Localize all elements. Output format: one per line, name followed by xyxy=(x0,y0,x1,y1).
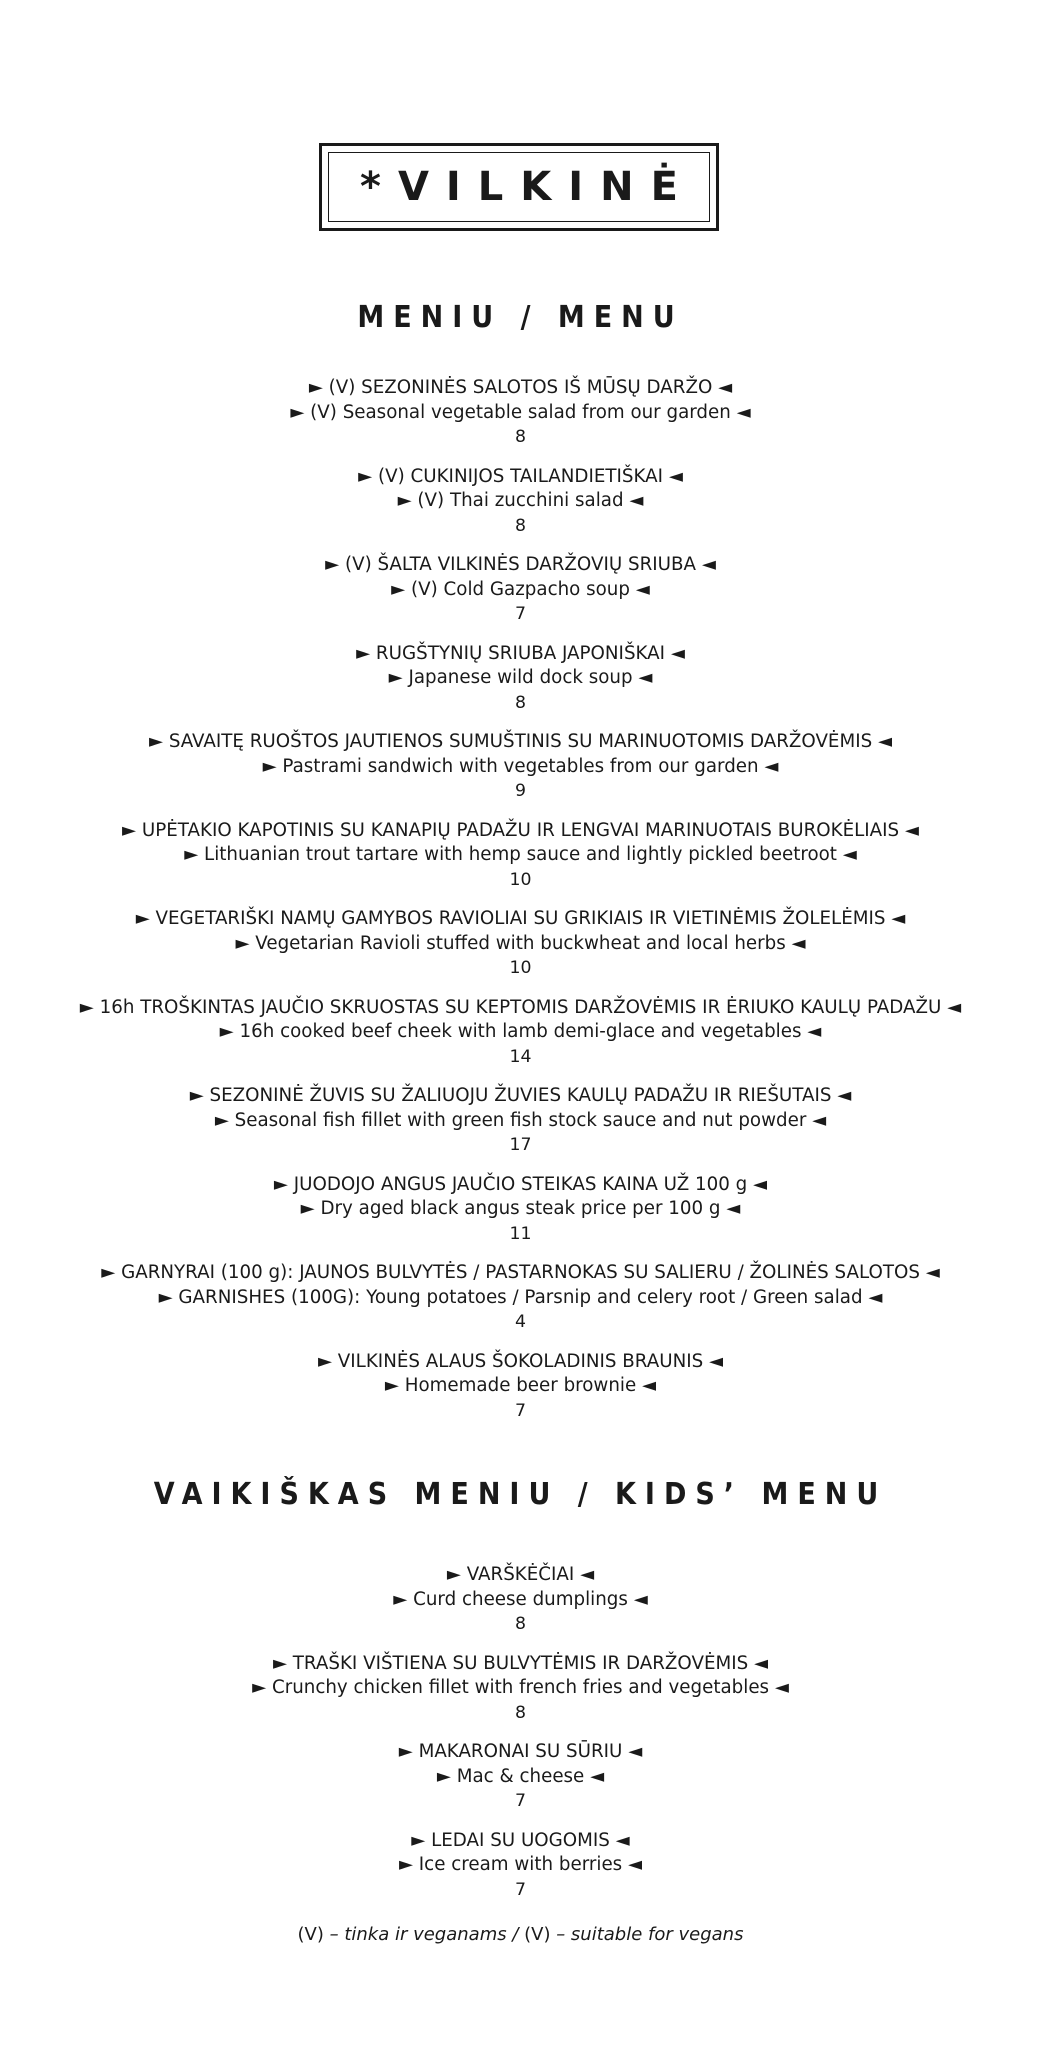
item-price: 7 xyxy=(515,604,526,624)
item-name-lt: ► LEDAI SU UOGOMIS ◄ xyxy=(411,1829,630,1851)
item-price: 7 xyxy=(515,1879,526,1900)
menu-item xyxy=(0,819,1041,908)
item-name-lt: ► 16h TROŠKINTAS JAUČIO SKRUOSTAS SU KEPTOMIS DARŽOVĖMIS IR ĖRIUKO KAULŲ PADAŽU ◄ xyxy=(79,996,962,1018)
item-price: 11 xyxy=(509,1223,532,1244)
item-name-en: ► Seasonal fish fillet with green fish stock sauce and nut powder ◄ xyxy=(214,1109,827,1131)
item-name-en: ► (V) Cold Gazpacho soup ◄ xyxy=(391,578,650,600)
menu-item xyxy=(0,465,1041,554)
menu-item xyxy=(0,553,1041,642)
item-name-en: ► GARNISHES (100G): Young potatoes / Parsnip and celery root / Green salad ◄ xyxy=(158,1286,883,1308)
item-name-lt: ► RUGŠTYNIŲ SRIUBA JAPONIŠKAI ◄ xyxy=(356,642,685,664)
item-price: 4 xyxy=(515,1312,526,1332)
item-price: 7 xyxy=(515,1791,526,1811)
menu-item xyxy=(0,1084,1041,1173)
item-name-en: ► Curd cheese dumplings ◄ xyxy=(393,1588,648,1610)
item-name-lt: ► SAVAITĘ RUOŠTOS JAUTIENOS SUMUŠTINIS SU MARINUOTOMIS DARŽOVĖMIS ◄ xyxy=(148,731,893,752)
menu-item xyxy=(0,1173,1041,1262)
item-name-en: ► Vegetarian Ravioli stuffed with buckwheat and local herbs ◄ xyxy=(235,932,806,954)
item-name-en: ► (V) Thai zucchini salad ◄ xyxy=(397,490,644,511)
item-name-lt: ► (V) SEZONINĖS SALOTOS IŠ MŪSŲ DARŽO ◄ xyxy=(308,377,733,398)
item-name-lt: ► VARŠKĖČIAI ◄ xyxy=(446,1564,595,1585)
item-name-lt: ► VEGETARIŠKI NAMŲ GAMYBOS RAVIOLIAI SU GRIKIAIS IR VIETINĖMIS ŽOLELĖMIS ◄ xyxy=(135,908,906,929)
item-price: 8 xyxy=(515,515,526,536)
menu-item xyxy=(0,376,1041,465)
item-name-lt: ► MAKARONAI SU SŪRIU ◄ xyxy=(398,1741,643,1762)
item-name-lt: ► TRAŠKI VIŠTIENA SU BULVYTĖMIS IR DARŽOVĖMIS ◄ xyxy=(272,1652,769,1674)
item-price: 8 xyxy=(515,692,526,713)
item-price: 17 xyxy=(509,1135,532,1155)
item-name-en: ► Japanese wild dock soup ◄ xyxy=(388,667,653,688)
item-price: 8 xyxy=(515,1702,526,1723)
logo-text: *VILKINĖ xyxy=(360,164,695,210)
menu-items-list xyxy=(0,376,1041,1438)
footnote-text-en: – suitable for vegans xyxy=(550,1924,744,1945)
item-price: 10 xyxy=(509,958,532,978)
item-name-en: ► Dry aged black angus steak price per 100 g ◄ xyxy=(300,1198,741,1219)
item-price: 7 xyxy=(515,1400,526,1421)
item-name-en: ► Homemade beer brownie ◄ xyxy=(384,1375,657,1396)
kids-menu-item xyxy=(0,1563,1041,1652)
menu-item xyxy=(0,642,1041,731)
footnote-vegan-mark-lt: (V) xyxy=(297,1924,324,1945)
item-name-en: ► Ice cream with berries ◄ xyxy=(398,1854,643,1875)
menu-item xyxy=(0,907,1041,996)
logo-inner-frame xyxy=(328,152,710,222)
menu-item xyxy=(0,1261,1041,1350)
item-name-lt: ► (V) CUKINIJOS TAILANDIETIŠKAI ◄ xyxy=(358,465,683,487)
item-name-lt: ► JUODOJO ANGUS JAUČIO STEIKAS KAINA UŽ 100 g ◄ xyxy=(273,1173,768,1195)
item-price: 14 xyxy=(509,1046,532,1067)
menu-heading: MENIU / MENU xyxy=(357,300,684,335)
restaurant-logo xyxy=(319,143,719,231)
item-name-lt: ► (V) ŠALTA VILKINĖS DARŽOVIŲ SRIUBA ◄ xyxy=(325,554,716,575)
footnote-vegan-mark-en: (V) xyxy=(524,1924,551,1945)
item-name-lt: ► VILKINĖS ALAUS ŠOKOLADINIS BRAUNIS ◄ xyxy=(317,1350,724,1372)
kids-menu-heading: VAIKIŠKAS MENIU / KIDS’ MENU xyxy=(153,1477,888,1512)
kids-menu-item xyxy=(0,1829,1041,1918)
item-name-en: ► Crunchy chicken fillet with french fries and vegetables ◄ xyxy=(252,1677,789,1698)
kids-menu-item xyxy=(0,1740,1041,1829)
item-name-lt: ► SEZONINĖ ŽUVIS SU ŽALIUOJU ŽUVIES KAULŲ PADAŽU IR RIEŠUTAIS ◄ xyxy=(189,1085,852,1106)
kids-items-list xyxy=(0,1563,1041,1917)
menu-item xyxy=(0,996,1041,1085)
item-name-en: ► Mac & cheese ◄ xyxy=(436,1765,605,1787)
item-price: 8 xyxy=(515,427,526,447)
menu-item xyxy=(0,730,1041,819)
menu-item xyxy=(0,1350,1041,1439)
item-price: 10 xyxy=(509,869,532,890)
item-price: 8 xyxy=(515,1614,526,1634)
item-name-en: ► 16h cooked beef cheek with lamb demi-glace and vegetables ◄ xyxy=(219,1021,822,1042)
kids-menu-item xyxy=(0,1652,1041,1741)
item-name-lt: ► GARNYRAI (100 g): JAUNOS BULVYTĖS / PASTARNOKAS SU SALIERU / ŽOLINĖS SALOTOS ◄ xyxy=(101,1262,940,1283)
footnote-text-lt: – tinka ir veganams / xyxy=(323,1924,525,1945)
item-name-en: ► Pastrami sandwich with vegetables from our garden ◄ xyxy=(262,755,779,777)
vegan-footnote xyxy=(0,1924,1041,1945)
item-name-en: ► Lithuanian trout tartare with hemp sauce and lightly pickled beetroot ◄ xyxy=(184,844,857,865)
item-price: 9 xyxy=(515,781,526,801)
item-name-en: ► (V) Seasonal vegetable salad from our garden ◄ xyxy=(290,401,751,423)
item-name-lt: ► UPĖTAKIO KAPOTINIS SU KANAPIŲ PADAŽU IR LENGVAI MARINUOTAIS BUROKĖLIAIS ◄ xyxy=(122,819,919,841)
